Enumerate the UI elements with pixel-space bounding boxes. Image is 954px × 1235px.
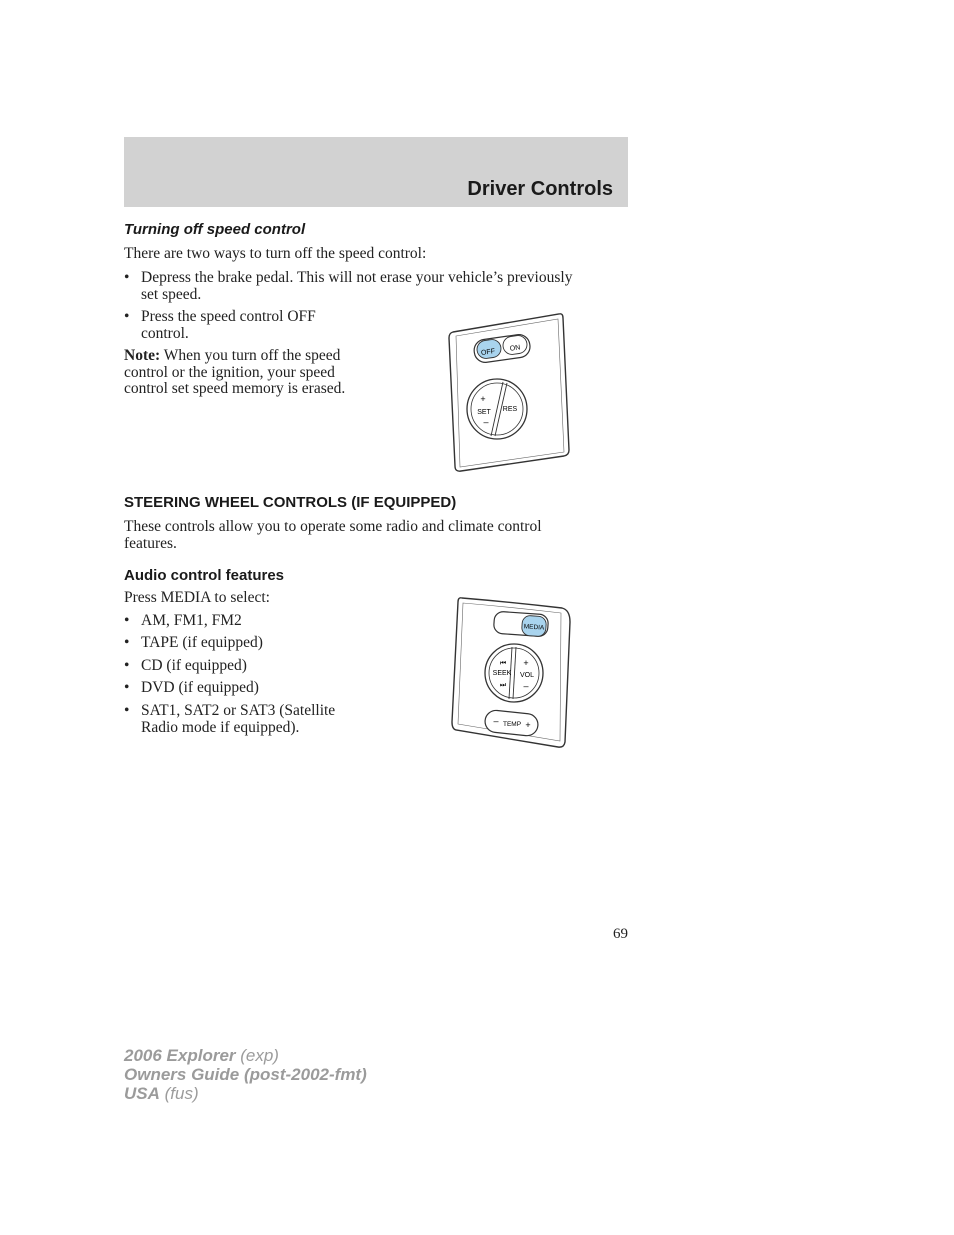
footer: 2006 Explorer (exp) Owners Guide (post-2002-fmt) USA (fus)	[124, 1046, 367, 1103]
header-band	[124, 137, 628, 207]
off-label: OFF	[480, 348, 496, 357]
section3-intro: Press MEDIA to select:	[124, 589, 270, 606]
note-paragraph: Note: When you turn off the speed control or the ignition, your speed control set speed memory is erased.	[124, 347, 346, 397]
audio-control-illustration	[448, 592, 574, 752]
vol-minus-label: –	[523, 681, 529, 691]
svg-text:⏮: ⏮	[499, 660, 507, 667]
speed-control-illustration	[445, 310, 575, 475]
page-title: Driver Controls	[467, 178, 613, 200]
set-minus-label: –	[483, 417, 489, 427]
vol-label: VOL	[519, 672, 535, 679]
temp-label: TEMP	[502, 721, 522, 728]
page-number: 69	[613, 926, 628, 942]
section-heading-audio: Audio control features	[124, 567, 285, 584]
temp-plus-label: +	[525, 720, 531, 730]
on-label: ON	[509, 344, 521, 353]
res-label: RES	[502, 406, 518, 413]
temp-minus-label: –	[493, 716, 499, 726]
note-label: Note:	[124, 347, 161, 364]
list-item: • Depress the brake pedal. This will not erase your vehicle’s previously set speed.	[124, 269, 573, 303]
seek-label: SEEK	[492, 670, 512, 677]
bullet: •	[124, 308, 130, 325]
section-heading-steering-wheel: STEERING WHEEL CONTROLS (IF EQUIPPED)	[124, 494, 457, 511]
list-item: • SAT1, SAT2 or SAT3 (Satellite Radio mode if equipped).	[124, 702, 336, 736]
set-label: SET	[477, 409, 491, 416]
section-heading-turning-off: Turning off speed control	[124, 221, 306, 238]
svg-text:⏭: ⏭	[499, 682, 507, 689]
section1-intro: There are two ways to turn off the speed control:	[124, 245, 427, 262]
section2-intro: These controls allow you to operate some radio and climate control features.	[124, 518, 542, 552]
set-plus-label: +	[480, 394, 486, 404]
vol-plus-label: +	[523, 658, 529, 668]
bullet: •	[124, 269, 130, 286]
media-label: MEDIA	[523, 623, 545, 632]
list-item: • Press the speed control OFF control.	[124, 308, 316, 342]
